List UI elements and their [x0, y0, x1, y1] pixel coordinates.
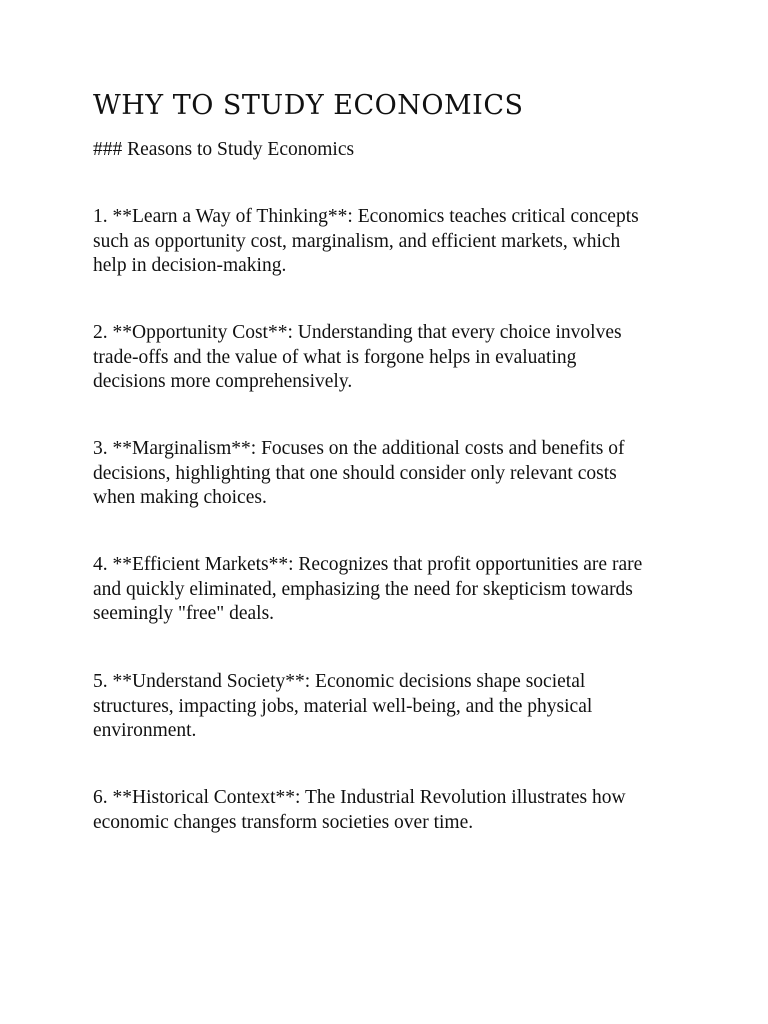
reason-item-3	[93, 437, 693, 511]
reason-line: 3. **Marginalism**: Focuses on the additional costs and benefits of	[93, 438, 625, 459]
reason-line: structures, impacting jobs, material well-being, and the physical	[93, 695, 593, 717]
reason-line: 5. **Understand Society**: Economic decisions shape societal	[93, 671, 586, 692]
section-subheading: ### Reasons to Study Economics	[93, 139, 355, 160]
reason-line: 2. **Opportunity Cost**: Understanding that every choice involves	[93, 322, 622, 343]
reason-item-6	[93, 786, 693, 835]
reason-item-2	[93, 321, 693, 395]
reason-line: 4. **Efficient Markets**: Recognizes that profit opportunities are rare	[93, 554, 643, 575]
reason-line: 1. **Learn a Way of Thinking**: Economics teaches critical concepts	[93, 206, 639, 227]
reason-line: seemingly "free" deals.	[93, 603, 275, 624]
reason-item-5	[93, 670, 693, 744]
reason-line: economic changes transform societies over time.	[93, 811, 474, 833]
document-title: WHY TO STUDY ECONOMICS	[93, 90, 524, 121]
reason-item-4	[93, 553, 693, 627]
reason-line: and quickly eliminated, emphasizing the need for skepticism towards	[93, 578, 633, 600]
reason-line: such as opportunity cost, marginalism, and efficient markets, which	[93, 230, 621, 252]
reason-line: decisions more comprehensively.	[93, 371, 353, 392]
reason-line: environment.	[93, 720, 197, 741]
reason-item-1	[93, 205, 693, 279]
reason-line: help in decision-making.	[93, 255, 287, 276]
reason-line: trade-offs and the value of what is forgone helps in evaluating	[93, 346, 577, 368]
reason-line: decisions, highlighting that one should consider only relevant costs	[93, 462, 617, 484]
reason-line: 6. **Historical Context**: The Industrial Revolution illustrates how	[93, 787, 626, 808]
reason-line: when making choices.	[93, 487, 267, 508]
